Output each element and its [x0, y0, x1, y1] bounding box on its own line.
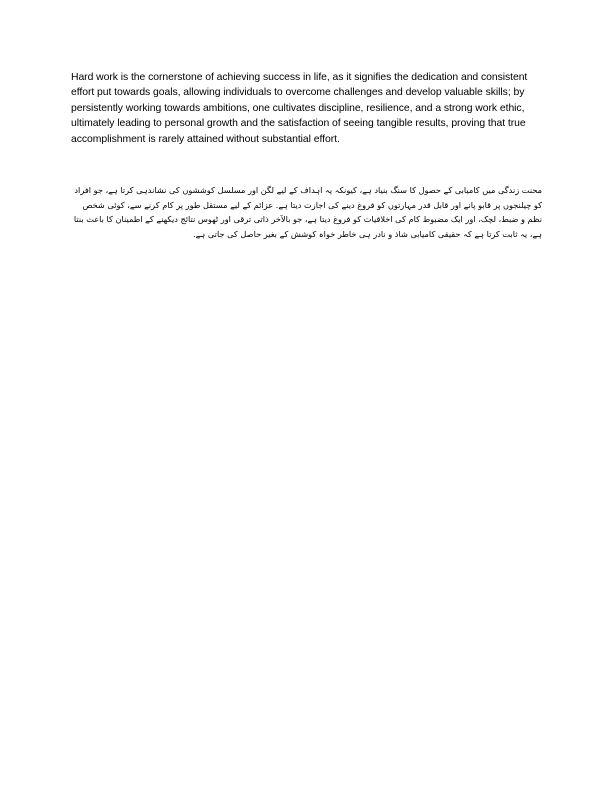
- english-paragraph: Hard work is the cornerstone of achieving success in life, as it signifies the dedication and consistent effort put towards goals, allowing individuals to overcome challenges and develop valuable skills; by persistently working towards ambitions, one cultivates discipline, resilience, and a strong work ethic, ultimately leading to personal growth and the satisfaction of seeing tangible results, proving that true accomplishment is rarely attained without substantial effort.: [71, 72, 528, 145]
- urdu-paragraph: محنت زندگی میں کامیابی کے حصول کا سنگ بنیاد ہے، کیونکہ یہ اہداف کے لیے لگن اور مسلسل کوششوں کی نشاندہی کرتا ہے، جو افراد کو چیلنجوں پر قابو پانے اور قابل قدر مہارتوں کو فروغ دینے کی اجازت دیتا ہے. عزائم کے لیے مستقل طور پر کام کرنے سے، کوئی شخص نظم و ضبط، لچک، اور ایک مضبوط کام کی اخلاقیات کو فروغ دیتا ہے، جو بالآخر ذاتی ترقی اور ٹھوس نتائج دیکھنے کے اطمینان کا باعث بنتا ہے، یہ ثابت کرتا ہے کہ حقیقی کامیابی شاذ و نادر ہی خاطر خواہ کوشش کے بغیر حاصل کی جاتی ہے.: [73, 185, 542, 239]
